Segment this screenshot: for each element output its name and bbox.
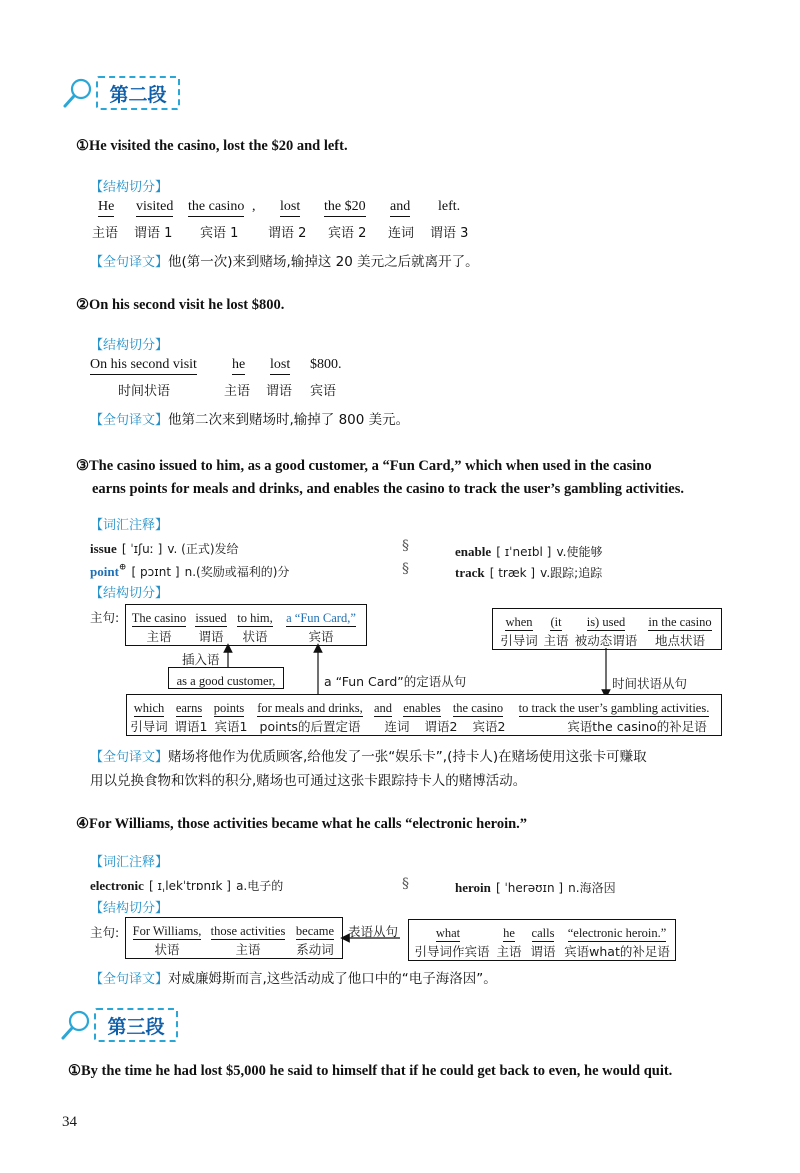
vocab-entry: heroin [ ˈherəʊɪn ] n.海洛因 <box>455 880 616 895</box>
vocab-entry: track [ træk ] v.跟踪;追踪 <box>455 565 603 580</box>
translation-line: 【全句译文】对威廉姆斯而言,这些活动成了他口中的“电子海洛因”。 <box>90 971 497 987</box>
page-number: 34 <box>62 1114 77 1130</box>
what-clause-box: what he calls “electronic heroin.” 引导词作宾语 主语 谓语 宾语what的补足语 <box>408 919 676 961</box>
sentence-5: ①By the time he had lost $5,000 he said to himself that if he could get back to even, he would quit. <box>68 1063 673 1079</box>
sentence-3-line1: ③The casino issued to him, as a good customer, a “Fun Card,” which when used in the casino <box>76 458 652 474</box>
vocab-entry: issue [ ˈɪʃuː ] v. (正式)发给 <box>90 541 239 556</box>
vocab-entry: enable [ ɪˈneɪbl ] v.使能够 <box>455 544 603 559</box>
magnifier-icon <box>60 1008 92 1044</box>
vocab-entry: electronic [ ɪˌlekˈtrɒnɪk ] a.电子的 <box>90 878 284 893</box>
main-clause-label: 主句: <box>90 925 120 940</box>
vocab-entry: point⊕ [ pɔɪnt ] n.(奖励或福利的)分 <box>90 562 290 579</box>
attr-clause-label: a “Fun Card”的定语从句 <box>324 674 467 689</box>
main-clause-box: The casino issued to him, a “Fun Card,” 主语 谓语 状语 宾语 <box>125 604 367 646</box>
translation-line: 【全句译文】他第二次来到赌场时,输掉了 800 美元。 <box>90 412 410 428</box>
structure-tag: 【结构切分】 <box>90 586 169 601</box>
section-heading <box>60 1008 190 1044</box>
insert-box: as a good customer, <box>168 667 284 689</box>
pred-clause-label: 表语从句 <box>348 924 399 939</box>
translation-line: 【全句译文】赌场将他作为优质顾客,给他发了一张“娱乐卡”,(持卡人)在赌场使用这张卡可赚取 <box>90 749 647 765</box>
sentence-4: ④For Williams, those activities became what he calls “electronic heroin.” <box>76 816 528 832</box>
sentence-1: ①He visited the casino, lost the $20 and left. <box>76 138 348 154</box>
main-clause-label: 主句: <box>90 610 120 625</box>
section-title: 第三段 <box>94 1008 178 1042</box>
divider-mark: § <box>402 561 409 577</box>
main-clause-box: For Williams, those activities became 状语 主语 系动词 <box>125 917 343 959</box>
structure-tag: 【结构切分】 <box>90 338 169 353</box>
vocab-tag: 【词汇注释】 <box>90 855 169 870</box>
vocab-tag: 【词汇注释】 <box>90 518 169 533</box>
structure-tag: 【结构切分】 <box>90 180 169 195</box>
structure-tag: 【结构切分】 <box>90 901 169 916</box>
time-clause-label: 时间状语从句 <box>612 676 688 691</box>
sentence-3-line2: earns points for meals and drinks, and enables the casino to track the user’s gambling activities. <box>92 481 684 497</box>
which-clause-box: which earns points for meals and drinks, and enables the casino to track the user’s gambling activities. 引导词 谓语1 宾语1 points的后置定语 连词 谓语2 宾语2 宾语the casino的补足语 <box>126 694 722 736</box>
note-icon: ⊕ <box>118 562 127 573</box>
translation-line: 【全句译文】他(第一次)来到赌场,输掉这 20 美元之后就离开了。 <box>90 254 479 270</box>
section-title: 第二段 <box>96 76 180 110</box>
divider-mark: § <box>402 876 409 892</box>
divider-mark: § <box>402 538 409 554</box>
when-clause-box: when (it is) used in the casino 引导词 主语 被动态谓语 地点状语 <box>492 608 722 650</box>
translation-line-2: 用以兑换食物和饮料的积分,赌场也可通过这张卡跟踪持卡人的赌博活动。 <box>90 773 527 789</box>
sentence-2: ②On his second visit he lost $800. <box>76 297 285 313</box>
insert-label: 插入语 <box>182 652 220 667</box>
